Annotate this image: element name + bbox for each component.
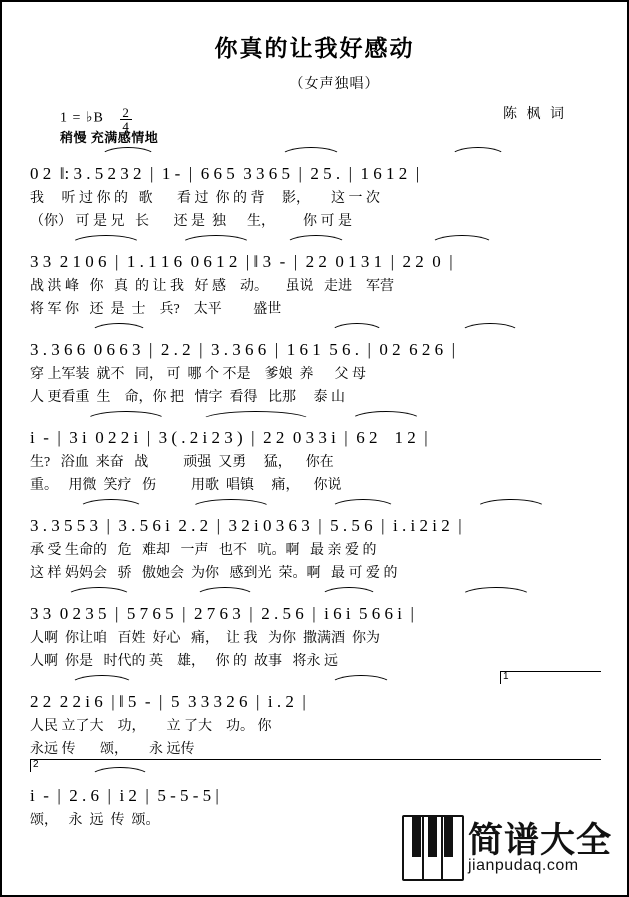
lyric-line-1: 人民 立了大 功， 立 了大 功。 你 [30,719,272,734]
ending-bracket-2 [30,759,601,772]
time-signature-denominator: 4 [122,119,130,134]
lyric-line-2: 永远 传 颂， 永 远传 [30,742,195,757]
lyric-line-2: 将 军 你 还 是 士 兵? 太平 盛世 [30,302,282,317]
subtitle: （女声独唱） [289,77,380,92]
slur [195,587,255,597]
note-row: i - | 2 . 6 | i 2 | 5 - 5 - 5 | [30,786,219,805]
slur [330,499,396,509]
piano-keys-icon [402,815,464,881]
music-system-5 [30,497,599,585]
slur [85,411,167,421]
credits: 陈 枫 词 [503,107,567,122]
music-system-7 [30,673,599,761]
note-row: 3 3 2 1 0 6 | 1 . 1 1 6 0 6 1 2 | ‖ 3 - | 2 2 0 1 3 1 | 2 2 0 | [30,252,453,271]
lyric-line-1: 人啊 你让咱 百姓 好心 痛， 让 我 为你 撒满酒 你为 [30,631,380,646]
music-system-1 [30,145,599,233]
slur [70,675,134,685]
slur [180,235,252,245]
slur [330,675,392,685]
music-system-6 [30,585,599,673]
slur [475,499,547,509]
ending-number: 2 [33,759,39,770]
slur [70,235,142,245]
note-row: i - | 3 i 0 2 2 i | 3 ( . 2 i 2 3 ) | 2 2 0 3 3 i | 6 2 1 2 | [30,428,428,447]
note-row: 3 3 0 2 3 5 | 5 7 6 5 | 2 7 6 3 | 2 . 5 6 | i 6 i 5 6 6 i | [30,604,414,623]
slur [330,323,384,333]
slur [460,587,532,597]
slur [460,323,520,333]
slur [285,235,347,245]
lyric-line-2: 这 样 妈妈会 骄 傲她会 为你 感到光 荣。啊 最 可 爱 的 [30,566,398,581]
lyric-line-1: 穿 上军装 就不 同， 可 哪 个 不是 爹娘 养 父 母 [30,367,366,382]
note-row: 3 . 3 6 6 0 6 6 3 | 2 . 2 | 3 . 3 6 6 | 1 6 1 5 6 . | 0 2 6 2 6 | [30,340,456,359]
score-header-meta [2,99,627,145]
slur [100,147,156,157]
key-signature-text: 1 = ♭B [60,110,104,126]
music-system-4 [30,409,599,497]
tempo-marking: 稍慢 充满感情地 [60,130,159,145]
slur [78,499,144,509]
note-row: 2 2 2 2 i 6 | ‖ 5 - | 5 3 3 3 2 6 | i . 2 | [30,692,306,711]
music-system-2 [30,233,599,321]
slur [66,587,132,597]
time-signature-numerator: 2 [122,105,130,120]
note-row: 0 2 ‖: 3 . 5 2 3 2 | 1 - | 6 6 5 3 3 6 5 | 2 5 . | 1 6 1 2 | [30,164,420,183]
watermark-logo [402,813,617,885]
lyric-line-1: 我 听 过 你 的 歌 看 过 你 的 背 影， 这 一 次 [30,191,380,206]
slur [200,411,312,421]
slur [190,499,272,509]
lyric-line-1: 颂， 永 远 传 颂。 [30,813,160,828]
lyric-line-1: 生? 浴血 来奋 战 顽强 又勇 猛， 你在 [30,455,334,470]
lyric-line-2: 人 更看重 生 命，你 把 情字 看得 比那 泰 山 [30,390,345,405]
ending-bracket-1 [500,671,601,684]
slur [280,147,342,157]
slur [450,147,506,157]
slur [430,235,494,245]
ending-number: 1 [503,671,509,682]
watermark-url: jianpudaq.com [468,857,579,874]
lyric-line-2: 重。 用微 笑疗 伤 用歌 唱镇 痛， 你说 [30,478,342,493]
slur [350,411,422,421]
lyric-line-1: 战 洪 峰 你 真 的 让 我 好 感 动。 虽说 走进 军营 [30,279,394,294]
note-row: 3 . 3 5 5 3 | 3 . 5 6 i 2 . 2 | 3 2 i 0 3 6 3 | 5 . 5 6 | i . i 2 i 2 | [30,516,462,535]
slur [320,587,378,597]
watermark-brand: 简谱大全 [468,821,613,860]
lyric-line-2: （你） 可 是 兄 长 还 是 独 生， 你 可 是 [30,214,352,229]
music-system-3 [30,321,599,409]
slur [90,323,148,333]
page-title: 你真的让我好感动 [214,36,415,61]
lyric-line-1: 承 受 生命的 危 难却 一声 也不 吭。啊 最 亲 爱 的 [30,543,377,558]
lyric-line-2: 人啊 你是 时代的 英 雄， 你 的 故事 将永 远 [30,654,338,669]
